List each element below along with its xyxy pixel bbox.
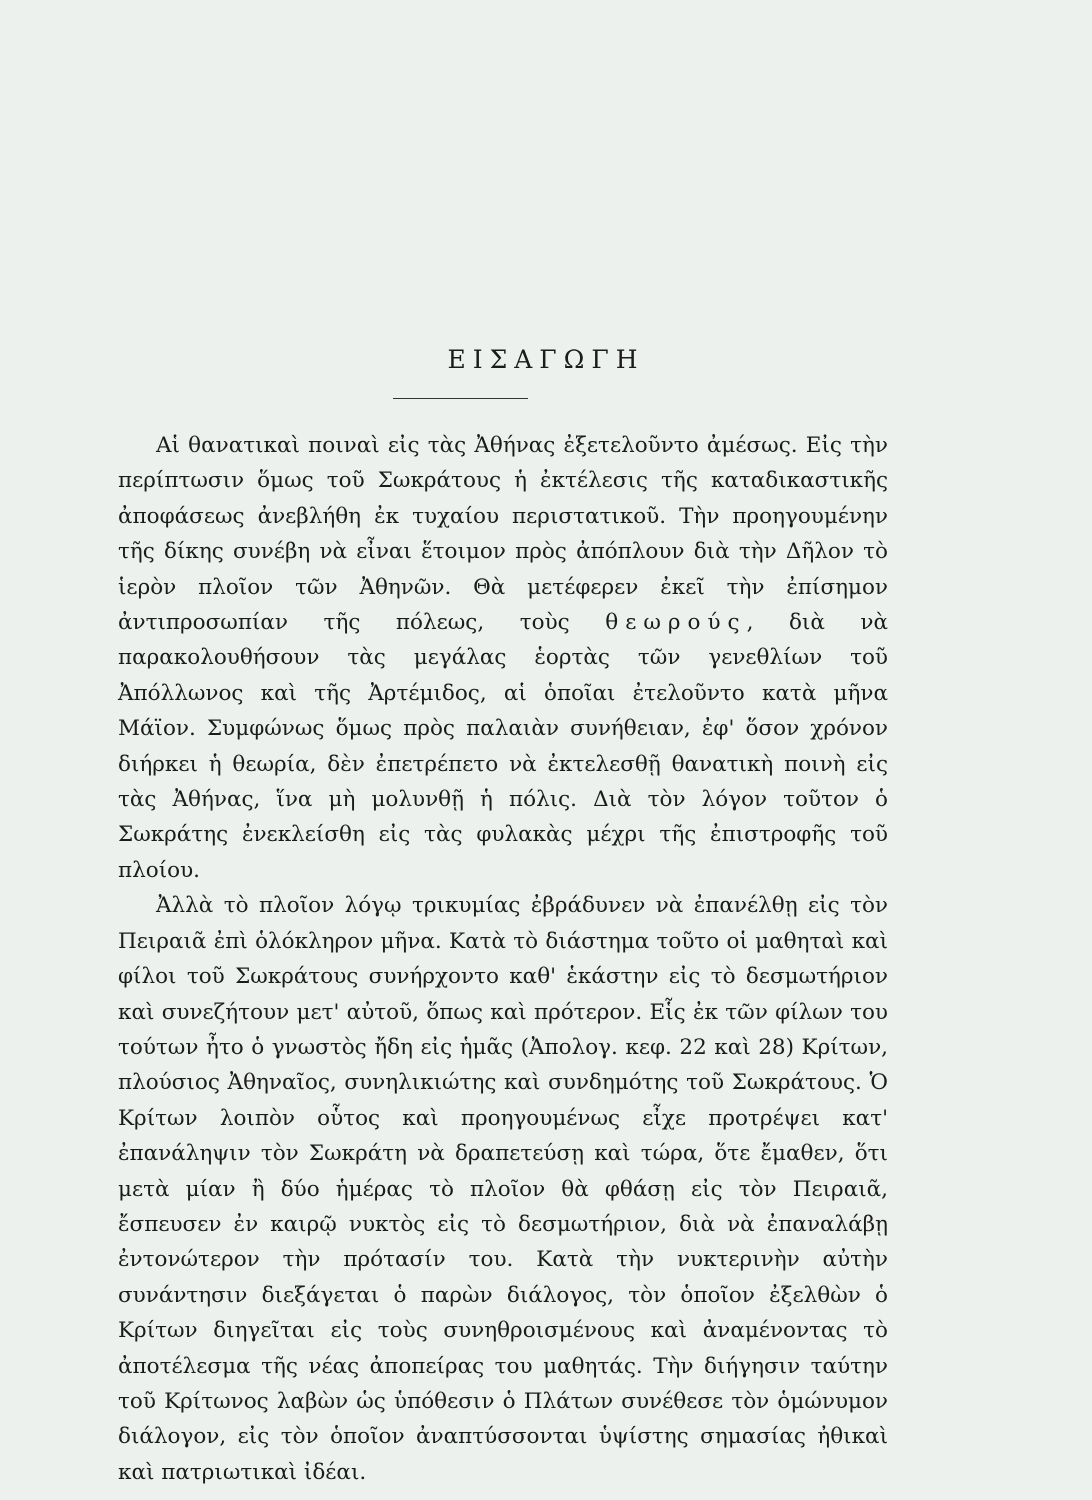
section-heading: ΕΙΣΑΓΩΓΗ <box>447 345 645 374</box>
body-text <box>118 428 888 1490</box>
paragraph-1-text-start: Αἱ θανατικαὶ ποιναὶ εἰς τὰς Ἀθήνας ἐξετελοῦντο ἀμέσως. Εἰς τὴν περίπτωσιν ὅμως τοῦ Σωκράτους ἡ ἐκτέλεσις τῆς καταδικαστικῆς ἀποφάσεως ἀνεβλήθη ἐκ τυχαίου περιστατικοῦ. Τὴν προηγουμένην τῆς δίκης συνέβη νὰ εἶναι ἕτοιμον πρὸς ἀπόπλουν διὰ τὴν Δῆλον τὸ ἱερὸν πλοῖον τῶν Ἀθηνῶν. Θὰ μετέφερεν ἐκεῖ τὴν ἐπίσημον ἀντιπροσωπίαν τῆς πόλεως, τοὺς <box>118 433 888 636</box>
paragraph-1-spaced-word: θεωρούς <box>605 610 747 636</box>
heading-underline <box>393 398 528 399</box>
paragraph-1-text-end: , διὰ νὰ παρακολουθήσουν τὰς μεγάλας ἑορτὰς τῶν γενεθλίων τοῦ Ἀπόλλωνος καὶ τῆς Ἀρτέμιδος, αἱ ὁποῖαι ἐτελοῦντο κατὰ μῆνα Μάϊον. Συμφώνως ὅμως πρὸς παλαιὰν συνήθειαν, ἐφ' ὅσον χρόνον διήρκει ἡ θεωρία, δὲν ἐπετρέπετο νὰ ἐκτελεσθῇ θανατικὴ ποινὴ εἰς τὰς Ἀθήνας, ἵνα μὴ μολυνθῇ ἡ πόλις. Διὰ τὸν λόγον τοῦτον ὁ Σωκράτης ἐνεκλείσθη εἰς τὰς φυλακὰς μέχρι τῆς ἐπιστροφῆς τοῦ πλοίου. <box>118 610 888 883</box>
paragraph-2: Ἀλλὰ τὸ πλοῖον λόγῳ τρικυμίας ἐβράδυνεν νὰ ἐπανέλθῃ εἰς τὸν Πειραιᾶ ἐπὶ ὁλόκληρον μῆνα. Κατὰ τὸ διάστημα τοῦτο οἱ μαθηταὶ καὶ φίλοι τοῦ Σωκράτους συνήρχοντο καθ' ἑκάστην εἰς τὸ δεσμωτήριον καὶ συνεζήτουν μετ' αὐτοῦ, ὅπως καὶ πρότερον. Εἷς ἐκ τῶν φίλων του τούτων ἦτο ὁ γνωστὸς ἤδη εἰς ἡμᾶς (Ἀπολογ. κεφ. 22 καὶ 28) Κρίτων, πλούσιος Ἀθηναῖος, συνηλικιώτης καὶ συνδημότης τοῦ Σωκράτους. Ὁ Κρίτων λοιπὸν οὗτος καὶ προηγουμένως εἶχε προτρέψει κατ' ἐπανάληψιν τὸν Σωκράτη νὰ δραπετεύσῃ καὶ τώρα, ὅτε ἔμαθεν, ὅτι μετὰ μίαν ἢ δύο ἡμέρας τὸ πλοῖον θὰ φθάσῃ εἰς τὸν Πειραιᾶ, ἔσπευσεν ἐν καιρῷ νυκτὸς εἰς τὸ δεσμωτήριον, διὰ νὰ ἐπαναλάβῃ ἐντονώτερον τὴν πρότασίν του. Κατὰ τὴν νυκτερινὴν αὐτὴν συνάντησιν διεξάγεται ὁ παρὼν διάλογος, τὸν ὁποῖον ἐξελθὼν ὁ Κρίτων διηγεῖται εἰς τοὺς συνηθροισμένους καὶ ἀναμένοντας τὸ ἀποτέλεσμα τῆς νέας ἀποπείρας του μαθητάς. Τὴν διήγησιν ταύτην τοῦ Κρίτωνος λαβὼν ὡς ὑπόθεσιν ὁ Πλάτων συνέθεσε τὸν ὁμώνυμον διάλογον, εἰς τὸν ὁποῖον ἀναπτύσσονται ὑψίστης σημασίας ἠθικαὶ καὶ πατριωτικαὶ ἰδέαι. <box>118 893 888 1485</box>
paragraph-1 <box>118 428 888 888</box>
